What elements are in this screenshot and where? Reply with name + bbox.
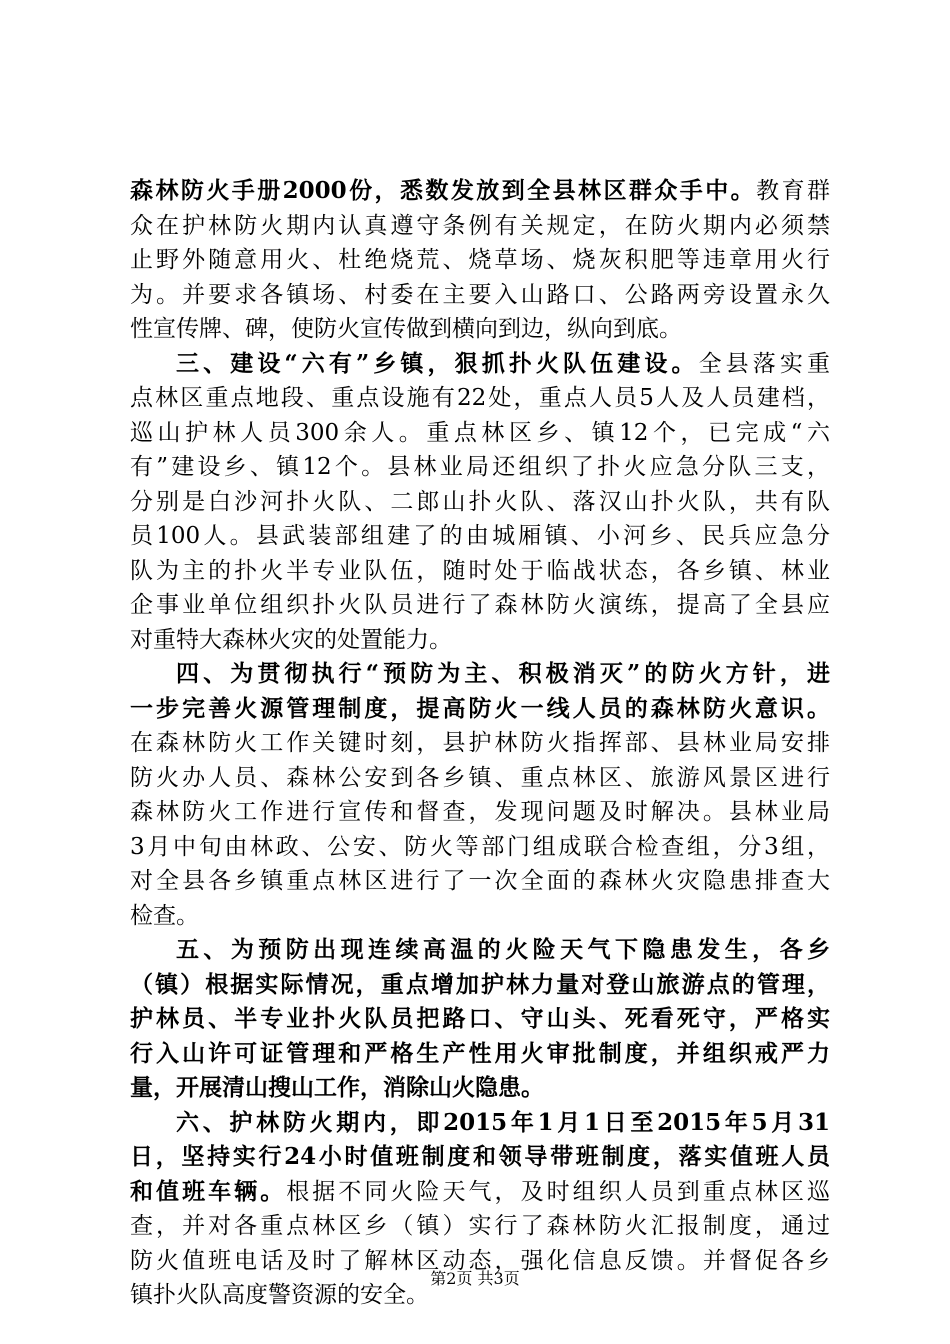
- text-line: [130, 899, 830, 934]
- bold-run: 一步完善火源管理制度，提高防火一线人员的森林防火意识。: [130, 694, 830, 722]
- text-line: [130, 795, 830, 830]
- normal-run: 检查。: [130, 902, 199, 929]
- text-line: [130, 174, 830, 209]
- text-line: [130, 347, 830, 382]
- page-number: 第2页 共3页: [430, 1269, 520, 1288]
- section-heading: 五、为预防出现连续高温的火险天气下隐患发生，各乡: [176, 936, 830, 963]
- page-footer: [0, 1269, 950, 1289]
- text-line: [130, 968, 830, 1003]
- bold-run: 护林员、半专业扑火队员把路口、守山头、死看死守，严格实: [130, 1005, 830, 1032]
- text-line: [130, 864, 830, 899]
- text-line: [130, 623, 830, 658]
- normal-run: 对重特大森林火灾的处置能力。: [130, 626, 452, 653]
- normal-run: 企事业单位组织扑火队员进行了森林防火演练，提高了全县应: [130, 592, 830, 618]
- normal-run: 根据不同火险天气，及时组织人员到重点林区巡: [286, 1178, 831, 1205]
- normal-run: 教育群: [756, 178, 831, 204]
- text-line: [130, 243, 830, 278]
- text-line: [130, 761, 830, 796]
- bold-run: 行入山许可证管理和严格生产性用火审批制度，并组织戒严力: [130, 1039, 830, 1067]
- normal-run: 有”建设乡、镇12个。县林业局还组织了扑火应急分队三支，: [130, 454, 830, 480]
- normal-run: 性宣传牌、碑，使防火宣传做到横向到边，纵向到底。: [130, 316, 682, 342]
- text-line: [130, 1037, 830, 1072]
- section-heading: 三、建设“六有”乡镇，狠抓扑火队伍建设。: [176, 349, 699, 377]
- text-line: [130, 485, 830, 520]
- text-line: [130, 1002, 830, 1037]
- normal-run: 森林防火工作进行宣传和督查，发现问题及时解决。县林业局: [130, 799, 830, 825]
- text-line: [130, 657, 830, 692]
- text-line: [130, 692, 830, 727]
- text-line: [130, 519, 830, 554]
- text-line: [130, 726, 830, 761]
- normal-run: 全县落实重: [698, 350, 830, 377]
- text-line: [130, 278, 830, 313]
- text-line: [130, 1071, 830, 1106]
- text-line: [130, 416, 830, 451]
- text-line: [130, 588, 830, 623]
- bold-run: （镇）根据实际情况，重点增加护林力量对登山旅游点的管理，: [130, 970, 830, 998]
- document-body: [130, 174, 830, 1313]
- text-line: [130, 381, 830, 416]
- text-line: [130, 1140, 830, 1175]
- text-line: [130, 830, 830, 865]
- text-line: [130, 933, 830, 968]
- normal-run: 镇扑火队高度警资源的安全。: [130, 1282, 429, 1308]
- bold-run: 量，开展清山搜山工作，消除山火隐患。: [130, 1074, 544, 1101]
- normal-run: 防火办人员、森林公安到各乡镇、重点林区、旅游风景区进行: [130, 764, 830, 791]
- text-line: [130, 450, 830, 485]
- normal-run: 防火值班电话及时了解林区动态，强化信息反馈。并督促各乡: [130, 1247, 830, 1274]
- normal-run: 为。并要求各镇场、村委在主要入山路口、公路两旁设置永久: [130, 281, 830, 308]
- normal-run: 队为主的扑火半专业队伍，随时处于临战状态，各乡镇、林业: [130, 557, 830, 584]
- normal-run: 分别是白沙河扑火队、二郎山扑火队、落汉山扑火队，共有队: [130, 488, 830, 515]
- normal-run: 对全县各乡镇重点林区进行了一次全面的森林火灾隐患排查大: [130, 868, 830, 894]
- text-line: [130, 1106, 830, 1141]
- normal-run: 员100人。县武装部组建了的由城厢镇、小河乡、民兵应急分: [130, 523, 830, 549]
- text-line: [130, 554, 830, 589]
- text-line: [130, 1209, 830, 1244]
- normal-run: 巡山护林人员300余人。重点林区乡、镇12个，已完成“六: [130, 419, 830, 446]
- normal-run: 在森林防火工作关键时刻，县护林防火指挥部、县林业局安排: [130, 730, 830, 756]
- normal-run: 查，并对各重点林区乡（镇）实行了森林防火汇报制度，通过: [130, 1213, 830, 1239]
- bold-run: 日，坚持实行24小时值班制度和领导带班制度，落实值班人员: [130, 1143, 830, 1170]
- text-line: [130, 1175, 830, 1210]
- text-line: [130, 209, 830, 244]
- section-heading: 六、护林防火期内，即2015年1月1日至2015年5月31: [176, 1108, 830, 1136]
- section-heading: 四、为贯彻执行“预防为主、积极消灭”的防火方针，进: [176, 660, 830, 687]
- bold-run: 森林防火手册2000份，悉数发放到全县林区群众手中。: [130, 177, 757, 204]
- normal-run: 3月中旬由林政、公安、防火等部门组成联合检查组，分3组，: [130, 833, 830, 860]
- bold-run: 和值班车辆。: [130, 1177, 287, 1205]
- normal-run: 止野外随意用火、杜绝烧荒、烧草场、烧灰积肥等违章用火行: [130, 247, 830, 273]
- normal-run: 点林区重点地段、重点设施有22处，重点人员5人及人员建档，: [130, 385, 830, 411]
- normal-run: 众在护林防火期内认真遵守条例有关规定，在防火期内必须禁: [130, 212, 830, 239]
- text-line: [130, 312, 830, 347]
